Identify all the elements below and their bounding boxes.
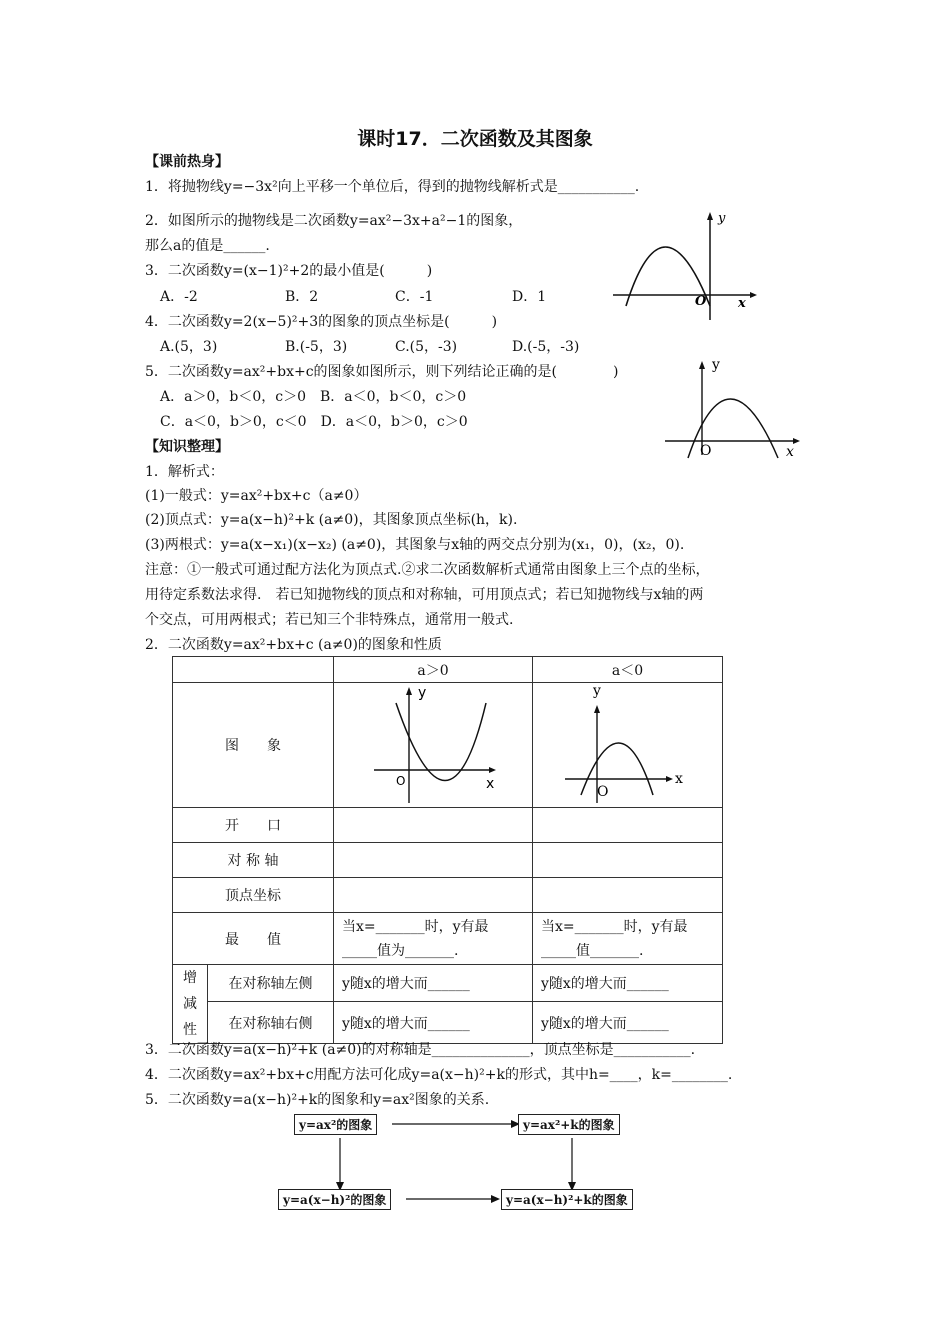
knowledge-1: 1．解析式： bbox=[145, 464, 224, 480]
row-label-opening: 开 口 bbox=[173, 808, 334, 843]
knowledge-1-vertex-form: (2)顶点式：y=a(x−h)²+k (a≠0)，其图象顶点坐标(h，k). bbox=[145, 512, 518, 528]
question-5-figure bbox=[660, 355, 805, 460]
graph-pos-y-label: y bbox=[418, 685, 427, 701]
page-title: 课时17．二次函数及其图象 bbox=[357, 128, 593, 150]
mono-right-a-positive: y随x的增大而______ bbox=[334, 1002, 533, 1044]
graph-neg-origin-label: O bbox=[597, 784, 609, 800]
question-2-line-2: 那么a的值是______. bbox=[145, 238, 270, 254]
graph-a-negative bbox=[533, 683, 723, 808]
flow-box-shift-h: y=a(x−h)²的图象 bbox=[278, 1189, 391, 1210]
flow-box-shift-h-k: y=a(x−h)²+k的图象 bbox=[501, 1189, 633, 1210]
question-5: 5．二次函数y=ax²+bx+c的图象如图所示，则下列结论正确的是( ) bbox=[145, 364, 619, 380]
extreme-a-positive bbox=[334, 913, 533, 965]
row-label-left-side: 在对称轴左侧 bbox=[208, 965, 334, 1002]
flow-box-ax2: y=ax²的图象 bbox=[294, 1114, 377, 1135]
row-label-monotonicity: 增 减 性 bbox=[173, 965, 208, 1044]
section-knowledge-heading: 【知识整理】 bbox=[145, 439, 229, 455]
extreme-pos-line-2: _____值为_______. bbox=[342, 942, 459, 959]
question-4-option-d: D.(-5，-3) bbox=[512, 339, 580, 355]
fig2-y-label: y bbox=[712, 357, 720, 373]
properties-table bbox=[172, 656, 723, 1044]
note-line-3: 个交点，可用两根式；若已知三个非特殊点，通常用一般式. bbox=[145, 612, 514, 628]
fig1-x-label: x bbox=[738, 296, 746, 311]
flow-box-ax2-plus-k: y=ax²+k的图象 bbox=[518, 1114, 620, 1135]
header-a-positive: a＞0 bbox=[334, 657, 533, 683]
question-2-line-1: 2．如图所示的抛物线是二次函数y=ax²−3x+a²−1的图象， bbox=[145, 213, 523, 229]
extreme-neg-line-2: _____值_______. bbox=[541, 942, 644, 959]
row-label-graph: 图 象 bbox=[173, 683, 334, 808]
row-label-right-side: 在对称轴右侧 bbox=[208, 1002, 334, 1044]
mono-left-a-negative: y随x的增大而______ bbox=[533, 965, 723, 1002]
knowledge-2: 2．二次函数y=ax²+bx+c (a≠0)的图象和性质 bbox=[145, 637, 442, 653]
header-a-negative: a＜0 bbox=[533, 657, 723, 683]
question-3-option-a: A．-2 bbox=[160, 289, 198, 305]
row-label-extreme: 最 值 bbox=[173, 913, 334, 965]
knowledge-1-root-form: (3)两根式：y=a(x−x₁)(x−x₂) (a≠0)，其图象与x轴的两交点分别为(x₁，0)，(x₂，0). bbox=[145, 537, 685, 553]
question-4-option-b: B.(-5，3) bbox=[285, 339, 348, 355]
graph-a-positive bbox=[334, 683, 533, 808]
question-1: 1．将抛物线y=−3x²向上平移一个单位后，得到的抛物线解析式是___________. bbox=[145, 179, 640, 195]
question-3-option-d: D．1 bbox=[512, 289, 547, 305]
fig1-origin-label: O bbox=[695, 294, 707, 309]
question-5-options-cd: C．a＜0，b＞0，c＜0 D．a＜0，b＞0，c＞0 bbox=[160, 414, 468, 430]
question-4: 4．二次函数y=2(x−5)²+3的图象的顶点坐标是( ) bbox=[145, 314, 498, 330]
question-3-option-b: B．2 bbox=[285, 289, 319, 305]
graph-pos-x-label: x bbox=[486, 776, 495, 792]
question-3: 3．二次函数y=(x−1)²+2的最小值是( ) bbox=[145, 263, 433, 279]
question-4-option-a: A.(5，3) bbox=[160, 339, 218, 355]
note-line-1: 注意：①一般式可通过配方法化为顶点式.②求二次函数解析式通常由图象上三个点的坐标， bbox=[145, 562, 710, 578]
extreme-neg-line-1: 当x=_______时，y有最 bbox=[541, 918, 688, 935]
knowledge-3: 3．二次函数y=a(x−h)²+k (a≠0)的对称轴是______________，顶点坐标是___________. bbox=[145, 1042, 696, 1058]
extreme-a-negative bbox=[533, 913, 723, 965]
row-label-axis: 对 称 轴 bbox=[173, 843, 334, 878]
mono-right-a-negative: y随x的增大而______ bbox=[533, 1002, 723, 1044]
extreme-pos-line-1: 当x=_______时，y有最 bbox=[342, 918, 489, 935]
row-label-vertex: 顶点坐标 bbox=[173, 878, 334, 913]
graph-pos-origin-label: O bbox=[396, 774, 406, 788]
graph-neg-x-label: x bbox=[675, 771, 683, 787]
mono-left-a-positive: y随x的增大而______ bbox=[334, 965, 533, 1002]
question-5-options-ab: A．a＞0，b＜0，c＞0 B．a＜0，b＜0，c＞0 bbox=[160, 389, 467, 405]
fig2-x-label: x bbox=[786, 444, 794, 460]
note-line-2: 用待定系数法求得. 若已知抛物线的顶点和对称轴，可用顶点式；若已知抛物线与x轴的两 bbox=[145, 587, 704, 603]
graph-neg-y-label: y bbox=[593, 683, 601, 699]
knowledge-4: 4．二次函数y=ax²+bx+c用配方法可化成y=a(x−h)²+k的形式，其中h=____，k=________. bbox=[145, 1067, 733, 1083]
fig1-y-label: y bbox=[718, 211, 726, 226]
fig2-origin-label: O bbox=[700, 443, 712, 459]
section-warmup-heading: 【课前热身】 bbox=[145, 154, 229, 170]
question-3-option-c: C．-1 bbox=[395, 289, 434, 305]
question-2-figure bbox=[608, 208, 758, 323]
knowledge-5: 5．二次函数y=a(x−h)²+k的图象和y=ax²图象的关系. bbox=[145, 1092, 490, 1108]
question-4-option-c: C.(5，-3) bbox=[395, 339, 458, 355]
knowledge-1-general-form: (1)一般式：y=ax²+bx+c（a≠0） bbox=[145, 488, 368, 504]
